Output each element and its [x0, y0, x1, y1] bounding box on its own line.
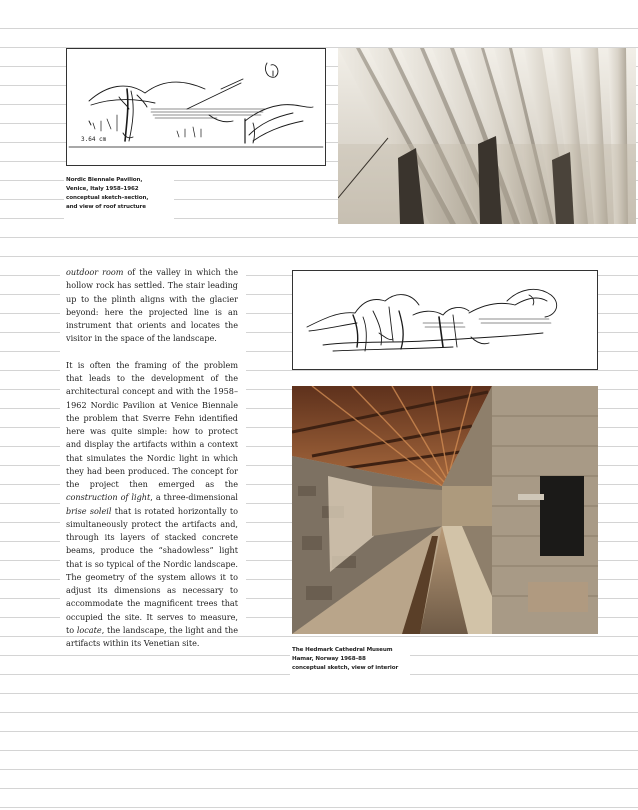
emphasis-outdoor-room: outdoor room	[66, 267, 124, 277]
sketch-annotation: 3.64 cm	[81, 136, 107, 143]
bottom-caption-line: conceptual sketch, view of interior	[292, 665, 399, 671]
top-caption-line: Venice, Italy 1958–1962	[66, 186, 139, 192]
paragraph-2	[66, 359, 238, 651]
paragraph-2-text-b: , a three-dimensional	[150, 492, 238, 503]
top-caption	[66, 176, 148, 212]
hedmark-interior-drawing	[292, 386, 598, 634]
paragraph-1-text: of the valley in which the hollow rock has settled. The stair leading up to the plinth aligns with the glacier beyond: here the projected line is an instrument that orients and locates the visitor in the space of the landscape.	[66, 267, 238, 344]
top-caption-line: and view of roof structure	[66, 204, 146, 210]
body-text	[66, 266, 238, 650]
roof-structure-photo-drawing	[338, 48, 636, 224]
hedmark-interior-photo	[292, 386, 598, 634]
bottom-caption-line: The Hedmark Cathedral Museum	[292, 647, 393, 653]
roof-structure-photo	[338, 48, 636, 224]
bottom-caption-line: Hamar, Norway 1968–88	[292, 656, 366, 662]
top-caption-line: Nordic Biennale Pavilion,	[66, 177, 143, 183]
emphasis-brise-soleil: brise soleil	[66, 505, 112, 516]
emphasis-construction-of-light: construction of light	[66, 492, 151, 503]
paragraph-2-text-a: It is often the framing of the problem that leads to the development of the architectural concept and with the 1958–1962 Nordic Pavilion at Venice Biennale the problem that Sverre Fehn identified here was quite simple: how to protect and display the artifacts within a context that simulates the Nordic light in which they had been produced. The concept for the project then emerged as the	[66, 359, 238, 489]
bottom-caption	[292, 646, 398, 673]
pavilion-section-sketch-drawing	[67, 49, 325, 165]
nordic-pavilion-sketch	[66, 48, 326, 166]
top-caption-line: conceptual sketch–section,	[66, 195, 149, 201]
paragraph-2-text-d: , the landscape, the light and the artifacts within its Venetian site.	[66, 624, 238, 648]
hedmark-conceptual-sketch	[292, 270, 598, 370]
hedmark-sketch-drawing	[293, 271, 597, 369]
paragraph-1	[66, 266, 238, 346]
emphasis-locate: locate	[76, 624, 102, 635]
paragraph-2-text-c: that is rotated horizontally to simultaneously protect the artifacts and, through its layers of stacked concrete beams, produce the “shadowless” light that is so typical of the Nordic landscape. The geometry of the system allows it to adjust its dimensions as necessary to accommodate the magnificent trees that occupied the site. It serves to measure, to	[66, 505, 238, 635]
